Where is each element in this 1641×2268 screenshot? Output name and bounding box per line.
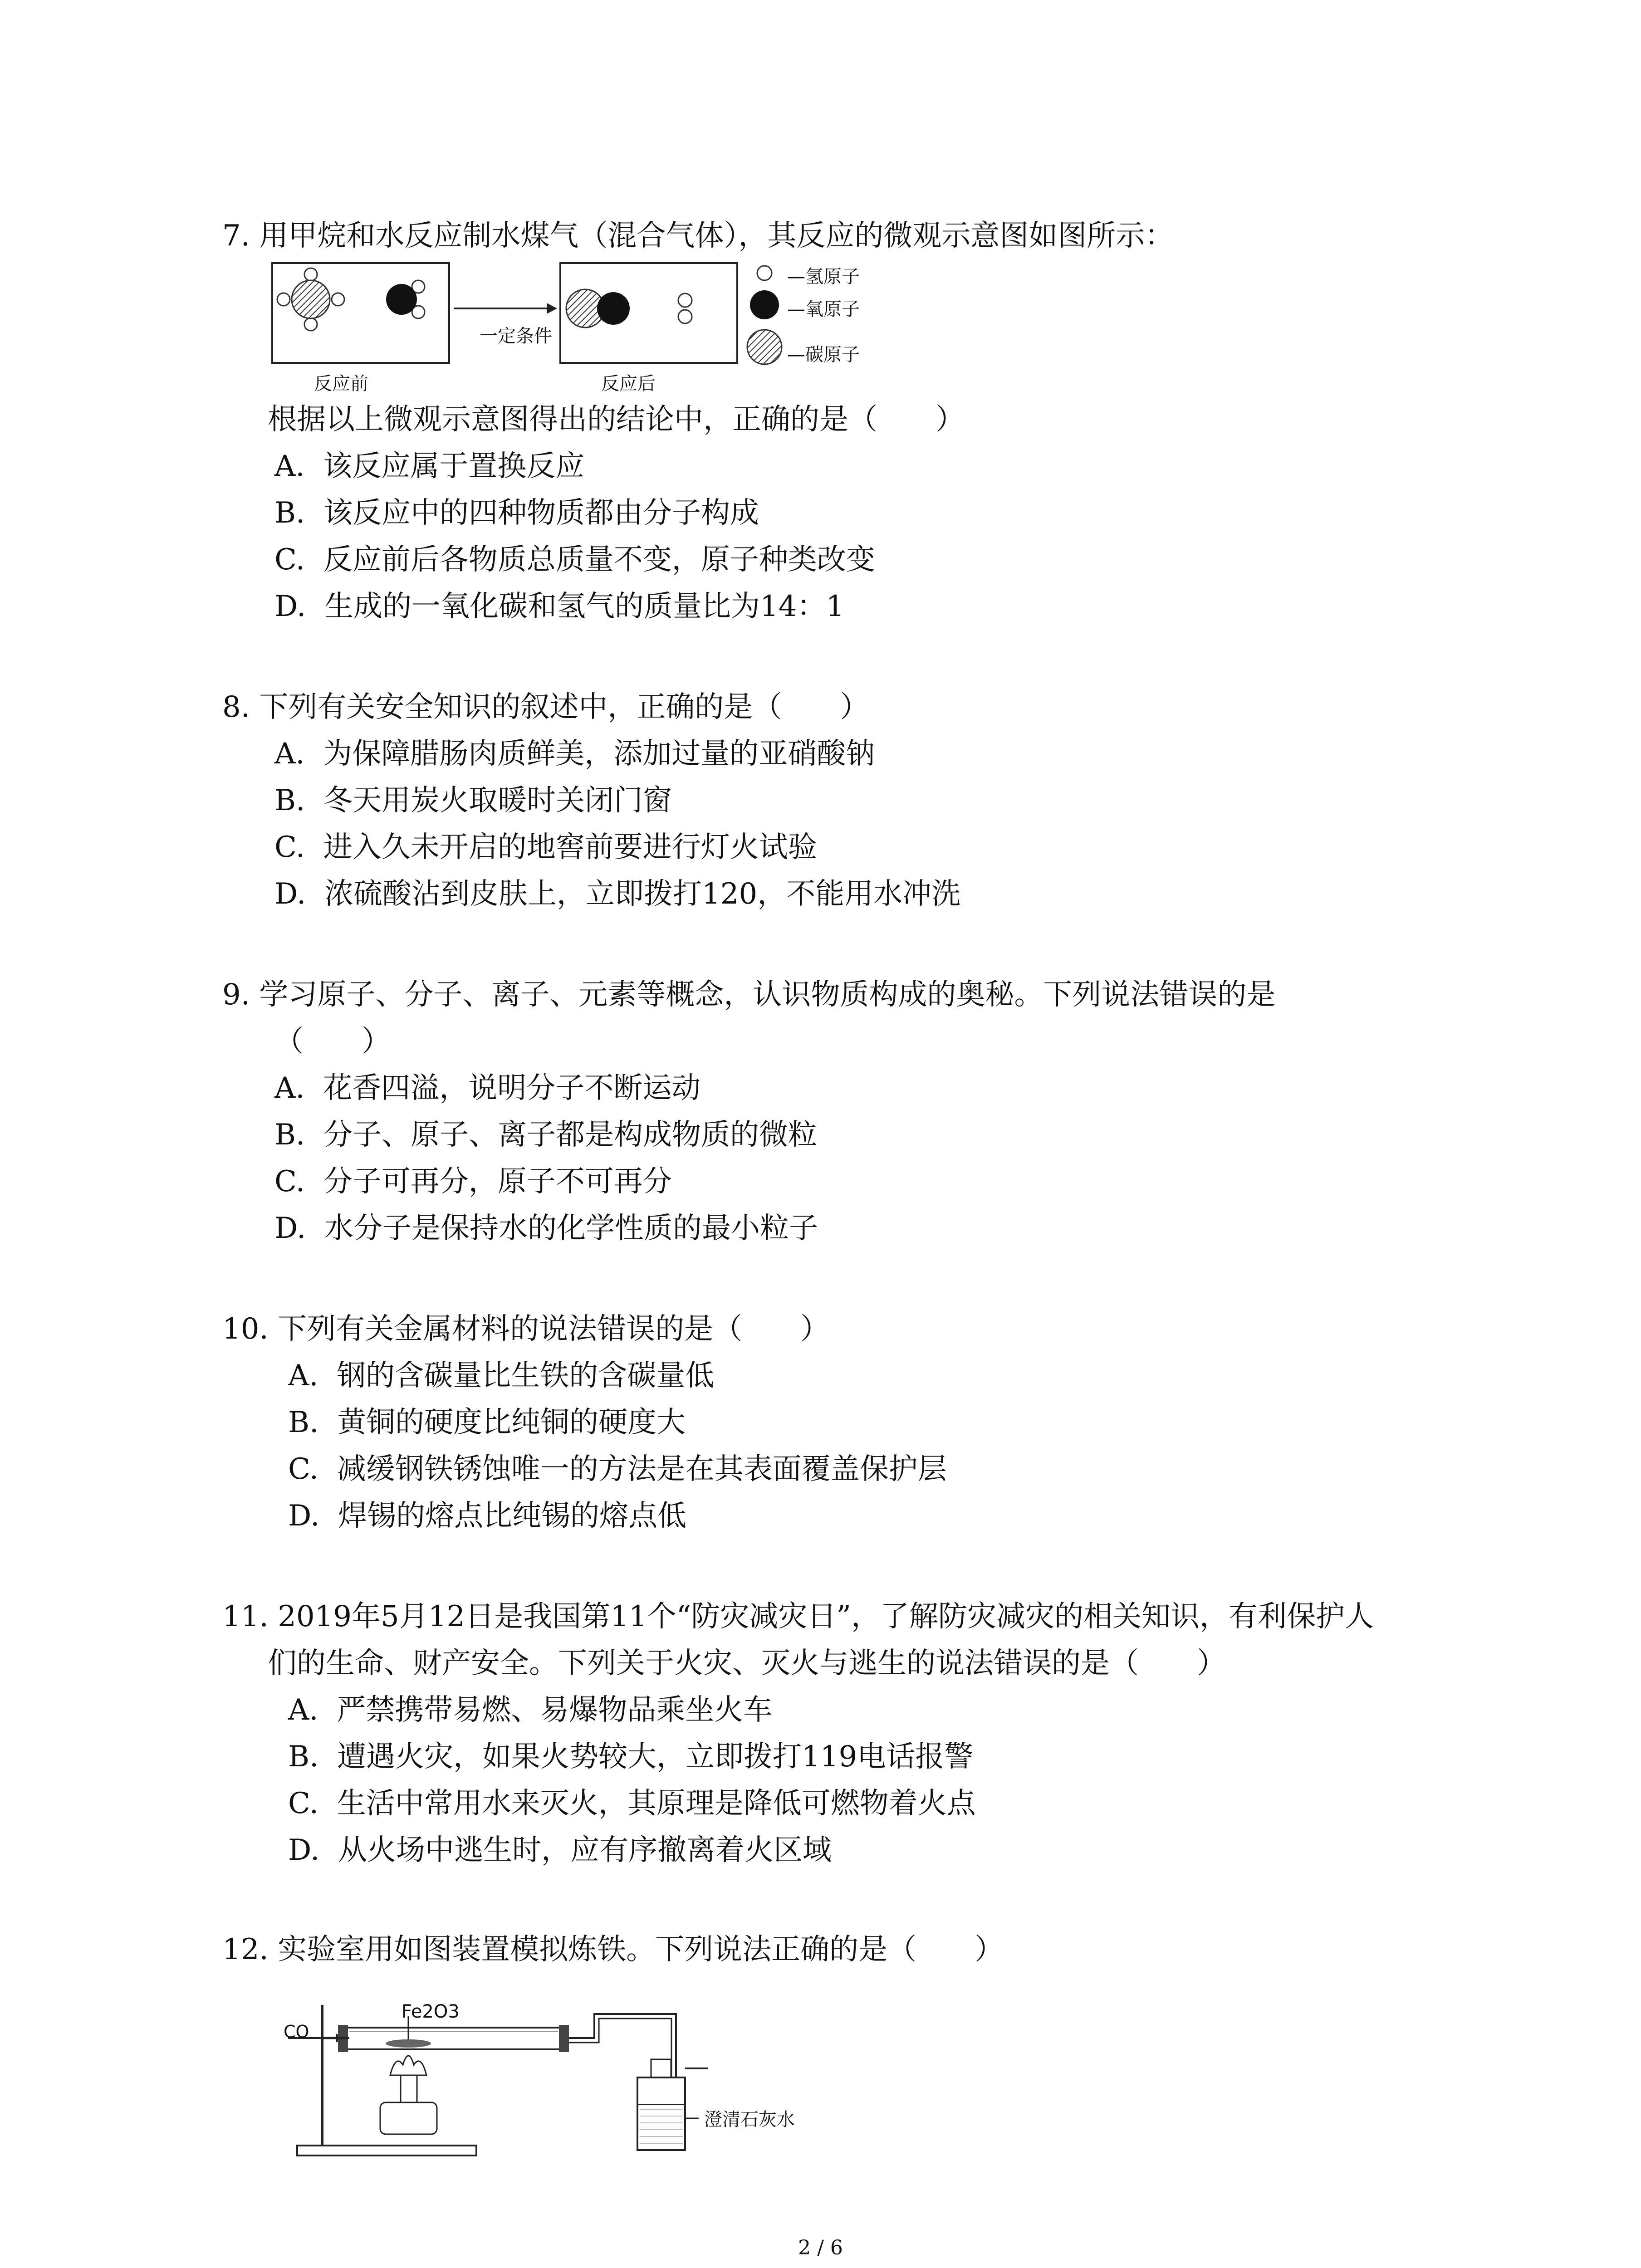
question-9-stem-cont: （ ） <box>274 1025 391 1058</box>
option-b: B. 该反应中的四种物质都由分子构成 <box>274 496 759 530</box>
alcohol-burner <box>380 2102 437 2134</box>
question-8-stem: 8. 下列有关安全知识的叙述中，正确的是（ ） <box>222 690 869 724</box>
option-c: C. 分子可再分，原子不可再分 <box>274 1165 672 1198</box>
option-d: D. 水分子是保持水的化学性质的最小粒子 <box>274 1212 818 1245</box>
question-text: 用甲烷和水反应制水煤气（混合气体），其反应的微观示意图如图所示： <box>259 219 1174 253</box>
question-11-stem: 11. 2019年5月12日是我国第11个“防灾减灾日”，了解防灾减灾的相关知识，有利保护人 <box>222 1600 1374 1633</box>
limewater-label: 澄清石灰水 <box>704 2109 795 2130</box>
co-label: CO <box>284 2022 309 2042</box>
option-c: C. 生活中常用水来灭火，其原理是降低可燃物着火点 <box>288 1787 976 1820</box>
after-label: 反应后 <box>601 373 656 394</box>
iron-smelting-apparatus-diagram <box>281 1996 780 2168</box>
legend-carbon-label: —碳原子 <box>787 344 860 365</box>
question-10-stem: 10. 下列有关金属材料的说法错误的是（ ） <box>222 1312 830 1346</box>
option-b: B. 分子、原子、离子都是构成物质的微粒 <box>274 1118 818 1152</box>
question-11-stem-cont: 们的生命、财产安全。下列关于火灾、灭火与逃生的说法错误的是（ ） <box>268 1647 1226 1680</box>
option-c: C. 反应前后各物质总质量不变，原子种类改变 <box>274 543 875 577</box>
option-c: C. 减缓钢铁锈蚀唯一的方法是在其表面覆盖保护层 <box>288 1452 947 1486</box>
option-a: A. 花香四溢，说明分子不断运动 <box>274 1071 701 1105</box>
option-b: B. 遭遇火灾，如果火势较大，立即拨打119电话报警 <box>288 1740 974 1774</box>
gas-washing-bottle <box>637 2077 685 2150</box>
question-7-stem <box>222 219 1174 253</box>
hydrogen-legend-icon <box>757 266 772 280</box>
option-d: D. 从火场中逃生时，应有序撤离着火区域 <box>288 1833 832 1867</box>
option-c: C. 进入久未开启的地窖前要进行灯火试验 <box>274 831 817 864</box>
fe2o3-label: Fe2O3 <box>402 2001 460 2022</box>
option-d: D. 焊锡的熔点比纯锡的熔点低 <box>288 1499 687 1533</box>
option-a: A. 为保障腊肠肉质鲜美，添加过量的亚硝酸钠 <box>274 737 875 771</box>
option-a: A. 钢的含碳量比生铁的含碳量低 <box>288 1359 715 1393</box>
flame-icon <box>390 2056 426 2075</box>
option-b: B. 黄铜的硬度比纯铜的硬度大 <box>288 1406 686 1439</box>
legend-oxygen-label: —氧原子 <box>787 299 860 320</box>
option-b: B. 冬天用炭火取暖时关闭门窗 <box>274 784 672 817</box>
option-a: A. 该反应属于置换反应 <box>274 450 585 483</box>
oxygen-legend-icon <box>750 290 779 319</box>
question-number: 7. <box>222 219 250 253</box>
question-9-stem: 9. 学习原子、分子、离子、元素等概念，认识物质构成的奥秘。下列说法错误的是 <box>222 978 1276 1012</box>
iron-stand-base <box>297 2146 476 2156</box>
arrow-label: 一定条件 <box>480 326 552 347</box>
question-12-stem: 12. 实验室用如图装置模拟炼铁。下列说法正确的是（ ） <box>222 1933 1004 1966</box>
before-label: 反应前 <box>314 373 368 394</box>
question-7-substem: 根据以上微观示意图得出的结论中，正确的是（ ） <box>268 403 965 436</box>
page-number: 2 / 6 <box>798 2236 843 2259</box>
option-d: D. 生成的一氧化碳和氢气的质量比为14：1 <box>274 590 845 623</box>
legend-hydrogen-label: —氢原子 <box>787 266 860 287</box>
co-molecule <box>566 289 630 327</box>
option-a: A. 严禁携带易燃、易爆物品乘坐火车 <box>288 1693 773 1727</box>
option-d: D. 浓硫酸沾到皮肤上，立即拨打120，不能用水冲洗 <box>274 877 961 911</box>
fe2o3-powder <box>386 2039 431 2048</box>
carbon-legend-icon <box>747 330 782 364</box>
